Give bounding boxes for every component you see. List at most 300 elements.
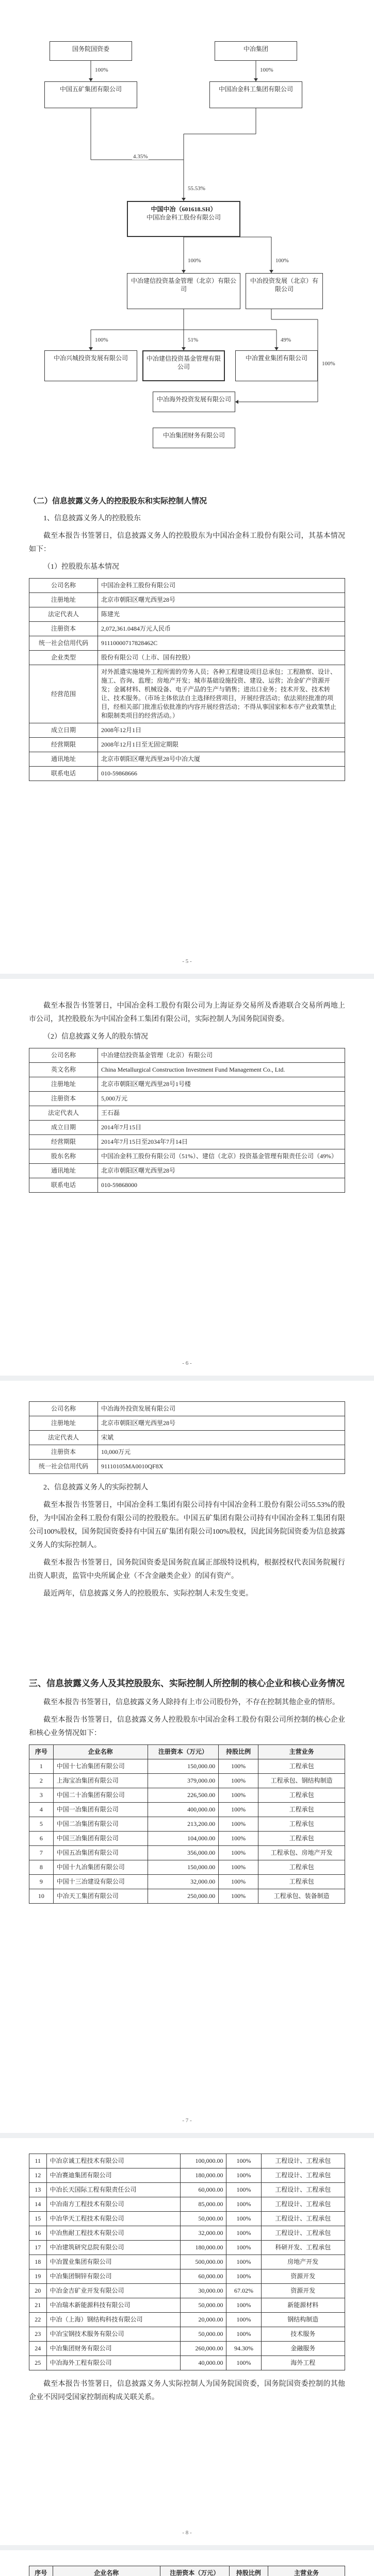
table-row — [29, 1135, 345, 1149]
field-label: 联系电话 — [29, 1178, 98, 1193]
table-cell: 213,200.00 — [148, 1817, 219, 1832]
table-cell: 工程设计、工程承包 — [261, 2226, 345, 2241]
table-row — [29, 2183, 345, 2197]
table-cell: 100% — [219, 1832, 258, 1846]
pct-label: 100% — [95, 67, 108, 73]
node-xingcheng — [44, 350, 137, 381]
table-cell: 中冶京诚工程技术有限公司 — [46, 2154, 180, 2168]
overseas-table — [29, 1401, 345, 1474]
field-label: 通讯地址 — [29, 752, 98, 767]
field-label: 企业类型 — [29, 651, 98, 665]
table-cell: 100% — [219, 1889, 258, 1904]
table-cell: 2 — [29, 1774, 54, 1788]
table-cell: 100,000.00 — [180, 2154, 226, 2168]
table-row — [29, 2241, 345, 2255]
table-cell: 150,000.00 — [148, 1860, 219, 1875]
page-separator — [0, 974, 374, 979]
section-heading: 三、信息披露义务人及其控股股东、实际控制人所控制的核心企业和核心业务情况 — [29, 1679, 345, 1688]
table-cell: 金融服务 — [261, 2342, 345, 2356]
table-cell: 100% — [219, 1788, 258, 1803]
table-cell: 100% — [226, 2327, 261, 2342]
paragraph: 截至本报告书签署日，中国冶金科工集团有限公司持有中国冶金科工股份有限公司55.53%的股份，为中国冶金科工股份有限公司的控股股东。中国五矿集团有限公司持有中国冶金科工集团有限公司100%股权，国务院国资委持有中国五矿集团有限公司100%股权，因此国务院国资委为信息披露义务人的实际控制人。 — [29, 1501, 345, 1549]
table-cell: 32,000.00 — [148, 1875, 219, 1889]
table-cell: 500,000.00 — [180, 2255, 226, 2269]
table-row — [29, 1077, 345, 1092]
table-cell: 260,000.00 — [180, 2342, 226, 2356]
node-minmetals — [44, 81, 137, 108]
field-label: 统一社会信用代码 — [29, 636, 98, 651]
field-label: 股东名称 — [29, 1149, 98, 1164]
table-cell: 中国十九冶集团有限公司 — [53, 1860, 148, 1875]
table-row — [29, 1889, 345, 1904]
table-row — [29, 2255, 345, 2269]
field-label: 法定代表人 — [29, 1431, 98, 1445]
table-cell: 中国二冶集团有限公司 — [53, 1817, 148, 1832]
field-value: 王石磊 — [98, 1106, 345, 1121]
table-cell: 100% — [219, 1875, 258, 1889]
table-cell: 67.02% — [226, 2284, 261, 2298]
table-cell: 32,000.00 — [180, 2226, 226, 2241]
table-cell: 工程承包、装备制造 — [258, 1889, 345, 1904]
table-cell: 中国一冶集团有限公司 — [53, 1803, 148, 1817]
table-row — [29, 1846, 345, 1860]
table-cell: 23 — [29, 2327, 47, 2342]
table-row — [29, 1121, 345, 1135]
table-cell: 150,000.00 — [148, 1759, 219, 1774]
pct-label: 51% — [188, 337, 199, 343]
table-cell: 房地产开发 — [261, 2255, 345, 2269]
node-label: 中冶建信投资基金管理有限公司 — [146, 355, 221, 370]
field-value: 宋斌 — [98, 1431, 345, 1445]
field-value: China Metallurgical Construction Investment Fund Management Co., Ltd. — [98, 1063, 345, 1077]
table-cell: 工程承包 — [258, 1759, 345, 1774]
section-heading: （二）信息披露义务人的控股股东和实际控制人情况 — [29, 497, 207, 505]
table-cell: 中冶瑞木新能源科技有限公司 — [46, 2298, 180, 2313]
table-row — [29, 738, 345, 752]
table-cell: 100% — [219, 1846, 258, 1860]
column-header: 序号 — [29, 1745, 54, 1759]
table-row — [29, 665, 345, 723]
table-cell: 60,000.00 — [180, 2269, 226, 2284]
table-cell: 14 — [29, 2197, 47, 2212]
table-cell: 1 — [29, 1759, 54, 1774]
table-row — [29, 2356, 345, 2370]
table-cell: 中国十七冶集团有限公司 — [53, 1759, 148, 1774]
table-cell: 中冶焦耐工程技术有限公司 — [46, 2226, 180, 2241]
pct-label: 100% — [275, 258, 289, 264]
field-label: 法定代表人 — [29, 607, 98, 622]
pct-label: 100% — [322, 361, 335, 367]
field-value: 陈建光 — [98, 607, 345, 622]
table-row — [29, 1875, 345, 1889]
table-cell: 工程承包、钢结构制造 — [258, 1774, 345, 1788]
table-cell: 100% — [226, 2313, 261, 2327]
pct-label: 100% — [188, 258, 201, 264]
table-cell: 中冶建筑研究总院有限公司 — [46, 2241, 180, 2255]
table-row — [29, 1832, 345, 1846]
node-fund-mgmt — [142, 350, 225, 381]
table-row — [29, 1860, 345, 1875]
table-row — [29, 2313, 345, 2327]
table-cell: 中国二十冶集团有限公司 — [53, 1788, 148, 1803]
table-row — [29, 2212, 345, 2226]
table-cell: 工程承包 — [258, 1832, 345, 1846]
field-value: 2008年12月1日至无固定期限 — [98, 738, 345, 752]
field-value: 北京市朝阳区曙光西里28号中冶大厦 — [98, 752, 345, 767]
table-row — [29, 1063, 345, 1077]
field-value: 91110000717828462C — [98, 636, 345, 651]
table-cell: 中冶海外工程有限公司 — [46, 2356, 180, 2370]
field-value: 2,072,361.0484万元人民币 — [98, 622, 345, 636]
table-row — [29, 1092, 345, 1106]
node-center-title: 中国中冶（601618.SH） — [151, 206, 217, 213]
pct-label: 100% — [95, 337, 108, 343]
field-label: 统一社会信用代码 — [29, 1460, 98, 1474]
table-cell: 10 — [29, 1889, 54, 1904]
column-header: 持股比例 — [229, 2566, 268, 2576]
table-row — [29, 579, 345, 593]
pct-label: 55.53% — [188, 185, 205, 192]
table-cell: 中冶华天工程技术有限公司 — [46, 2212, 180, 2226]
table-cell: 20,000.00 — [180, 2313, 226, 2327]
node-finance — [153, 428, 235, 448]
table-cell: 工程设计、工程承包 — [261, 2183, 345, 2197]
table-caption: （2）信息披露义务人的股东情况 — [43, 1033, 148, 1041]
page-number: - 8 - — [182, 2530, 192, 2536]
table-cell: 工程设计、工程承包 — [261, 2197, 345, 2212]
pct-label: 4.35% — [133, 154, 148, 160]
column-header: 主营业务 — [258, 1745, 345, 1759]
table-cell: 100% — [219, 1803, 258, 1817]
table-cell: 9 — [29, 1875, 54, 1889]
table-cell: 工程承包 — [258, 1788, 345, 1803]
table-cell: 工程承包 — [258, 1817, 345, 1832]
node-invest-beijing — [246, 273, 323, 309]
controller-table — [29, 578, 345, 781]
node-zhiye — [235, 350, 318, 381]
table-cell: 6 — [29, 1832, 54, 1846]
table-cell: 中国五冶集团有限公司 — [53, 1846, 148, 1860]
field-label: 公司名称 — [29, 1402, 98, 1416]
table-cell: 中冶集团财务有限公司 — [46, 2342, 180, 2356]
table-row — [29, 1431, 345, 1445]
field-label: 注册资本 — [29, 1092, 98, 1106]
table-cell: 50,000.00 — [180, 2298, 226, 2313]
table-cell: 226,500.00 — [148, 1788, 219, 1803]
section-shareholder — [29, 999, 345, 1193]
table-row — [29, 1803, 345, 1817]
table-cell: 100% — [219, 1860, 258, 1875]
node-center-sub: 中国冶金科工股份有限公司 — [146, 214, 221, 221]
table-cell: 180,000.00 — [180, 2168, 226, 2183]
table-row — [29, 1817, 345, 1832]
field-value: 中冶建信投资基金管理（北京）有限公司 — [98, 1048, 345, 1063]
node-label: 中冶投资发展（北京）有限公司 — [250, 277, 318, 293]
table-cell: 中冶（上海）钢结构科技有限公司 — [46, 2313, 180, 2327]
table-cell: 19 — [29, 2269, 47, 2284]
paragraph: 截至本报告书签署日，中国冶金科工股份有限公司为上海证券交易所及香港联合交易所两地上市公司，其控股股东为中国冶金科工集团有限公司，实际控制人为国务院国资委。 — [29, 1002, 345, 1023]
table-row — [29, 1445, 345, 1460]
table-cell: 8 — [29, 1860, 54, 1875]
section-core-enterprises-cont — [29, 2154, 345, 2409]
section-controller — [29, 489, 345, 781]
node-overseas — [153, 392, 235, 412]
column-header: 主营业务 — [268, 2566, 345, 2576]
table-row — [29, 1788, 345, 1803]
table-row — [29, 2226, 345, 2241]
table-cell: 中国十三冶建设有限公司 — [53, 1875, 148, 1889]
table-cell: 上海宝冶集团有限公司 — [53, 1774, 148, 1788]
paragraph: 1、信息披露义务人的控股股东 — [43, 515, 141, 522]
table-cell: 100% — [219, 1759, 258, 1774]
table-cell: 工程设计、工程承包 — [261, 2154, 345, 2168]
table-cell: 科研开发、工程承包 — [261, 2241, 345, 2255]
table-row — [29, 1759, 345, 1774]
node-label: 中国冶金科工集团有限公司 — [218, 86, 293, 93]
paragraph: 截至本报告书签署日，国务院国资委是国务院直属正部级特设机构，根据授权代表国务院履行出资人职责，监管中央所属企业（不含金融类企业）的国有资产。 — [29, 1559, 345, 1580]
minmetals-table — [29, 2566, 345, 2576]
table-row — [29, 1178, 345, 1193]
field-label: 公司名称 — [29, 579, 98, 593]
table-cell: 100% — [226, 2197, 261, 2212]
section-minmetals-enterprises — [29, 2566, 345, 2576]
table-row — [29, 1774, 345, 1788]
table-row — [29, 1416, 345, 1431]
shareholder-table — [29, 1048, 345, 1193]
paragraph: 截至本报告书签署日，信息披露义务人除持有上市公司股份外，不存在控制其他企业的情形。 — [43, 1699, 339, 1706]
page-separator — [0, 1376, 374, 1381]
page-number: - 5 - — [182, 958, 192, 964]
table-cell: 工程设计、工程承包 — [261, 2168, 345, 2183]
field-label: 注册地址 — [29, 1416, 98, 1431]
table-cell: 技术服务 — [261, 2327, 345, 2342]
table-cell: 104,000.00 — [148, 1832, 219, 1846]
table-cell: 40,000.00 — [180, 2356, 226, 2370]
pct-label: 100% — [260, 67, 273, 73]
paragraph: 截至本报告书签署日，信息披露义务人的控股股东为中国冶金科工股份有限公司，其基本情况如下： — [29, 532, 345, 553]
table-cell: 50,000.00 — [180, 2327, 226, 2342]
table-row — [29, 2168, 345, 2183]
field-value: 2014年7月15日 — [98, 1121, 345, 1135]
node-label: 中冶兴城投资发展有限公司 — [53, 354, 128, 362]
table-cell: 工程承包 — [258, 1860, 345, 1875]
paragraph: 2、信息披露义务人的实际控制人 — [43, 1484, 148, 1492]
page-separator — [0, 2133, 374, 2138]
page-separator — [0, 2545, 374, 2550]
table-cell: 30,000.00 — [180, 2284, 226, 2298]
node-sasac — [50, 41, 132, 61]
field-value: 中冶海外投资发展有限公司 — [98, 1402, 345, 1416]
table-cell: 379,000.00 — [148, 1774, 219, 1788]
section-core-enterprises — [29, 1669, 345, 1904]
table-cell: 100% — [226, 2298, 261, 2313]
paragraph: 截至本报告书签署日，信息披露义务人控股股东中国冶金科工股份有限公司所控制的核心企业和核心业务情况如下： — [29, 1716, 345, 1737]
table-cell: 工程设计、工程承包 — [261, 2212, 345, 2226]
field-label: 通讯地址 — [29, 1164, 98, 1178]
table-cell: 中冶集团铜锌有限公司 — [46, 2269, 180, 2284]
pct-label: 49% — [281, 337, 291, 343]
table-cell: 海外工程 — [261, 2356, 345, 2370]
node-mcc-group-short — [215, 41, 297, 61]
table-cell: 12 — [29, 2168, 47, 2183]
core-enterprise-table-cont — [29, 2154, 345, 2370]
field-value: 中国冶金科工股份有限公司 — [98, 579, 345, 593]
table-cell: 5 — [29, 1817, 54, 1832]
table-cell: 85,000.00 — [180, 2197, 226, 2212]
field-label: 联系电话 — [29, 767, 98, 781]
table-cell: 中国三冶集团有限公司 — [53, 1832, 148, 1846]
table-row — [29, 622, 345, 636]
table-cell: 180,000.00 — [180, 2241, 226, 2255]
column-header: 序号 — [29, 2566, 53, 2576]
field-value: 2008年12月1日 — [98, 723, 345, 738]
table-caption: （1）控股股东基本情况 — [43, 563, 119, 571]
field-value: 北京市朝阳区曙光西里28号 — [98, 1164, 345, 1178]
table-cell: 17 — [29, 2241, 47, 2255]
field-value: 股份有限公司（上市、国有控股） — [98, 651, 345, 665]
field-label: 注册资本 — [29, 622, 98, 636]
node-label: 中冶置业集团有限公司 — [245, 354, 307, 362]
table-cell: 25 — [29, 2356, 47, 2370]
field-label: 法定代表人 — [29, 1106, 98, 1121]
field-label: 注册资本 — [29, 1445, 98, 1460]
node-label: 中冶建信投资基金管理（北京）有限公司 — [131, 277, 236, 293]
table-cell: 中冶南方工程技术有限公司 — [46, 2197, 180, 2212]
table-cell: 中冶赛迪集团有限公司 — [46, 2168, 180, 2183]
column-header: 持股比例 — [219, 1745, 258, 1759]
table-cell: 16 — [29, 2226, 47, 2241]
table-cell: 100% — [219, 1774, 258, 1788]
field-value: 010-59868000 — [98, 1178, 345, 1193]
table-row — [29, 1164, 345, 1178]
ownership-chart — [29, 31, 345, 474]
field-value: 北京市朝阳区曙光西里28号 — [98, 593, 345, 607]
table-cell: 100% — [226, 2226, 261, 2241]
table-cell: 60,000.00 — [180, 2183, 226, 2197]
table-row — [29, 2269, 345, 2284]
table-row — [29, 2327, 345, 2342]
field-value: 对外派遣实施境外工程所需的劳务人员；各种工程建设项目总承包；工程勘察、设计、施工、咨询、监理；房地产开发；城市基础设施投资、建设、运营；冶金矿产资源开发；金属材料、机械设备、电子产品的生产与销售；进出口业务；技术开发、技术转让、技术服务。（市场主体依法自主选择经营项目，开展经营活动；依法须经批准的项目，经相关部门批准后依批准的内容开展经营活动；不得从事国家和本市产业政策禁止和限制类项目的经营活动。） — [98, 665, 345, 723]
field-value: 2014年7月15日至2034年7月14日 — [98, 1135, 345, 1149]
table-cell: 100% — [226, 2356, 261, 2370]
table-cell: 15 — [29, 2212, 47, 2226]
node-label: 中冶集团财务有限公司 — [162, 432, 225, 439]
node-label: 国务院国资委 — [72, 45, 109, 53]
table-cell: 100% — [219, 1817, 258, 1832]
table-cell: 100% — [226, 2168, 261, 2183]
field-value: 5,000万元 — [98, 1092, 345, 1106]
table-cell: 94.30% — [226, 2342, 261, 2356]
node-label: 中冶海外投资发展有限公司 — [156, 396, 231, 403]
table-row — [29, 2197, 345, 2212]
table-row — [29, 752, 345, 767]
table-cell: 24 — [29, 2342, 47, 2356]
node-center — [127, 201, 240, 237]
field-value: 10,000万元 — [98, 1445, 345, 1460]
table-row — [29, 651, 345, 665]
table-cell: 50,000.00 — [180, 2212, 226, 2226]
table-cell: 资源开发 — [261, 2269, 345, 2284]
table-row — [29, 723, 345, 738]
field-label: 成立日期 — [29, 1121, 98, 1135]
table-row — [29, 2342, 345, 2356]
field-value: 北京市朝阳区曙光西里28号 — [98, 1416, 345, 1431]
table-cell: 18 — [29, 2255, 47, 2269]
table-cell: 3 — [29, 1788, 54, 1803]
table-cell: 13 — [29, 2183, 47, 2197]
table-cell: 中冶宝钢技术服务有限公司 — [46, 2327, 180, 2342]
table-cell: 100% — [226, 2269, 261, 2284]
table-row — [29, 636, 345, 651]
table-cell: 7 — [29, 1846, 54, 1860]
table-row — [29, 1106, 345, 1121]
table-cell: 11 — [29, 2154, 47, 2168]
table-cell: 中冶金吉矿业开发有限公司 — [46, 2284, 180, 2298]
paragraph: 最近两年，信息披露义务人的控股股东、实际控制人未发生变更。 — [43, 1590, 253, 1598]
core-enterprise-table — [29, 1744, 345, 1904]
field-value: 010-59868666 — [98, 767, 345, 781]
field-label: 经营期限 — [29, 738, 98, 752]
node-mcc-group — [209, 81, 302, 108]
table-cell: 中冶置业集团有限公司 — [46, 2255, 180, 2269]
table-cell: 工程承包、房地产开发 — [258, 1846, 345, 1860]
table-cell: 钢结构制造 — [261, 2313, 345, 2327]
table-cell: 356,000.00 — [148, 1846, 219, 1860]
table-row — [29, 1460, 345, 1474]
field-label: 注册地址 — [29, 593, 98, 607]
table-cell: 100% — [226, 2212, 261, 2226]
table-row — [29, 767, 345, 781]
field-value: 中国冶金科工股份有限公司（51%）、建信（北京）投资基金管理有限责任公司（49%） — [98, 1149, 345, 1164]
node-label: 中冶集团 — [243, 45, 268, 53]
table-row — [29, 2154, 345, 2168]
table-cell: 4 — [29, 1803, 54, 1817]
field-value: 91110105MA0010QF8X — [98, 1460, 345, 1474]
table-row — [29, 1149, 345, 1164]
field-label: 英文名称 — [29, 1063, 98, 1077]
section-actual-controller — [29, 1401, 345, 1605]
table-cell: 100% — [226, 2255, 261, 2269]
field-label: 注册地址 — [29, 1077, 98, 1092]
table-row — [29, 593, 345, 607]
column-header: 注册资本（万元） — [160, 2566, 229, 2576]
table-row — [29, 1048, 345, 1063]
table-cell: 250,000.00 — [148, 1889, 219, 1904]
table-cell: 新能源材料 — [261, 2298, 345, 2313]
page-number: - 7 - — [182, 2117, 192, 2124]
table-cell: 400,000.00 — [148, 1803, 219, 1817]
column-header: 企业名称 — [53, 2566, 160, 2576]
table-cell: 21 — [29, 2298, 47, 2313]
table-cell: 22 — [29, 2313, 47, 2327]
field-label: 公司名称 — [29, 1048, 98, 1063]
table-cell: 中冶长天国际工程有限责任公司 — [46, 2183, 180, 2197]
column-header: 注册资本（万元） — [148, 1745, 219, 1759]
table-cell: 中冶天工集团有限公司 — [53, 1889, 148, 1904]
column-header: 企业名称 — [53, 1745, 148, 1759]
table-cell: 工程承包 — [258, 1803, 345, 1817]
table-row — [29, 2284, 345, 2298]
field-label: 经营范围 — [29, 665, 98, 723]
table-cell: 工程承包 — [258, 1875, 345, 1889]
field-value: 北京市朝阳区曙光西里28号1号楼 — [98, 1077, 345, 1092]
table-cell: 100% — [226, 2241, 261, 2255]
table-cell: 100% — [226, 2183, 261, 2197]
table-cell: 100% — [226, 2154, 261, 2168]
table-cell: 资源开发 — [261, 2284, 345, 2298]
paragraph: 截至本报告书签署日，信息披露义务人实际控制人为国务院国资委，国务院国资委控制的其他企业不因同受国家控制而构成关联关系。 — [29, 2380, 345, 2401]
table-row — [29, 1402, 345, 1416]
